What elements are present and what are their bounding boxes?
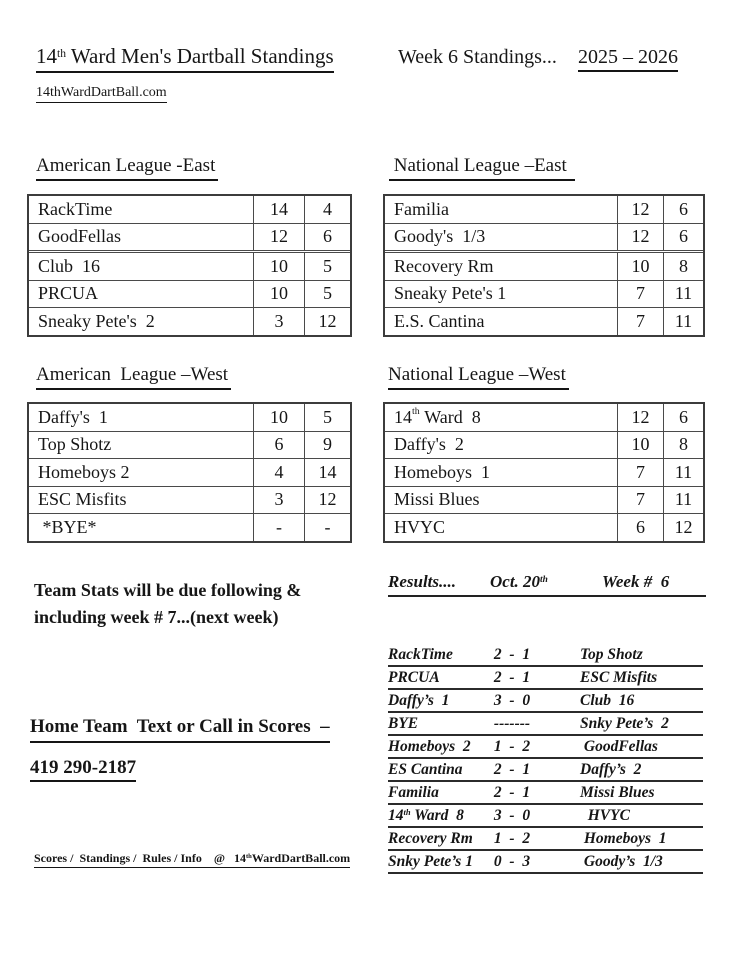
footer-links-label: Scores / Standings / Rules / Info <box>34 851 202 865</box>
home-team: Daffy’s 1 <box>388 692 450 709</box>
losses-cell: 8 <box>679 255 688 276</box>
table-row <box>29 196 350 224</box>
wins-cell: - <box>254 514 305 541</box>
losses-cell: 6 <box>679 198 688 219</box>
losses-cell: 14 <box>318 461 337 482</box>
home-team: PRCUA <box>388 669 440 686</box>
team-cell: HVYC <box>385 514 618 541</box>
losses-cell: 11 <box>674 489 693 510</box>
score: 2 - 1 <box>493 784 531 801</box>
result-row <box>388 805 703 828</box>
team-cell: Top Shotz <box>29 432 254 459</box>
losses-cell: 5 <box>323 255 332 276</box>
score: ------- <box>493 715 531 732</box>
score: 3 - 0 <box>493 692 531 709</box>
table-row <box>29 308 350 335</box>
wins-cell: 4 <box>254 459 305 486</box>
team-superscript: th <box>412 406 420 418</box>
table-row <box>29 253 350 281</box>
team-cell: Goody's 1/3 <box>385 224 618 251</box>
losses-cell: 11 <box>674 461 693 482</box>
table-row <box>385 281 703 309</box>
wins-cell: 7 <box>618 281 664 308</box>
wins-cell: 7 <box>618 308 664 335</box>
home-team: RackTime <box>388 646 453 663</box>
table-row <box>29 459 350 487</box>
away-team: Top Shotz <box>580 646 643 663</box>
footer-website: 14thWardDartBall.com <box>233 851 351 865</box>
home-team: Recovery Rm <box>388 830 473 847</box>
result-row <box>388 851 703 874</box>
season-label: 2025 – 2026 <box>578 46 678 72</box>
away-team: Snky Pete’s 2 <box>580 715 669 732</box>
result-row <box>388 644 703 667</box>
table-row <box>385 487 703 515</box>
home-team: Familia <box>388 784 439 801</box>
losses-cell: 8 <box>679 434 688 455</box>
score: 0 - 3 <box>493 853 531 870</box>
week-label: Week 6 Standings... <box>398 46 557 68</box>
wins-cell: 3 <box>254 487 305 514</box>
wins-cell: 7 <box>618 487 664 514</box>
team-cell: Sneaky Pete's 1 <box>385 281 618 308</box>
date-superscript: th <box>540 574 548 585</box>
league-heading-nl-west: National League –West <box>388 364 569 390</box>
wins-cell: 10 <box>618 253 664 280</box>
page-title: 14th Ward Men's Dartball Standings <box>36 44 334 73</box>
losses-cell: 12 <box>674 516 693 537</box>
phone-number: 419 290-2187 <box>30 757 136 782</box>
score: 2 - 1 <box>493 646 531 663</box>
team-stats-line2: including week # 7...(next week) <box>34 607 279 627</box>
home-team-call-note: Home Team Text or Call in Scores – <box>30 716 330 743</box>
team-cell: RackTime <box>29 196 254 223</box>
footer-superscript: th <box>245 853 252 861</box>
score: 3 - 0 <box>493 807 531 824</box>
losses-cell: 11 <box>674 283 693 304</box>
result-row <box>388 759 703 782</box>
standings-table-nl-west <box>383 402 705 543</box>
losses-cell: 6 <box>323 226 332 247</box>
standings-table-al-east <box>27 194 352 337</box>
team-cell: Homeboys 2 <box>29 459 254 486</box>
table-row <box>29 514 350 541</box>
footer-at-symbol: @ <box>201 851 234 865</box>
team-stats-line1: Team Stats will be due following & <box>34 580 302 600</box>
team-cell: Daffy's 1 <box>29 404 254 431</box>
losses-cell: 4 <box>323 198 332 219</box>
team-cell: Sneaky Pete's 2 <box>29 308 254 335</box>
team-superscript: th <box>403 807 411 818</box>
away-team: Goody’s 1/3 <box>580 853 663 870</box>
table-row <box>385 308 703 335</box>
wins-cell: 12 <box>618 224 664 251</box>
losses-cell: 11 <box>674 310 693 331</box>
table-row <box>29 224 350 254</box>
wins-cell: 12 <box>254 224 305 251</box>
results-label: Results.... <box>388 572 457 591</box>
standings-table-al-west <box>27 402 352 543</box>
result-row <box>388 782 703 805</box>
home-team: BYE <box>388 715 419 732</box>
team-cell: *BYE* <box>29 514 254 541</box>
losses-cell: 5 <box>323 283 332 304</box>
table-row <box>385 404 703 432</box>
title-superscript: th <box>57 47 66 60</box>
team-cell: Recovery Rm <box>385 253 618 280</box>
home-team: 14th Ward 8 <box>388 807 464 824</box>
wins-cell: 12 <box>618 196 664 223</box>
team-stats-note <box>34 577 301 631</box>
team-cell: E.S. Cantina <box>385 308 618 335</box>
score: 2 - 1 <box>493 761 531 778</box>
table-row <box>29 487 350 515</box>
away-team: GoodFellas <box>580 738 658 755</box>
table-row <box>29 404 350 432</box>
away-team: Club 16 <box>580 692 635 709</box>
away-team: Daffy’s 2 <box>580 761 642 778</box>
result-row <box>388 667 703 690</box>
table-row <box>385 459 703 487</box>
team-cell: Club 16 <box>29 253 254 280</box>
league-heading-nl-east: National League –East <box>389 155 575 181</box>
footer-line <box>34 851 350 868</box>
team-cell: Familia <box>385 196 618 223</box>
table-row <box>385 196 703 224</box>
wins-cell: 10 <box>254 281 305 308</box>
results-week: Week # 6 <box>602 572 670 591</box>
home-team: Snky Pete’s 1 <box>388 853 473 870</box>
team-cell: PRCUA <box>29 281 254 308</box>
standings-table-nl-east <box>383 194 705 337</box>
table-row <box>385 432 703 460</box>
team-cell: Missi Blues <box>385 487 618 514</box>
score: 2 - 1 <box>493 669 531 686</box>
team-cell: Daffy's 2 <box>385 432 618 459</box>
wins-cell: 14 <box>254 196 305 223</box>
wins-cell: 7 <box>618 459 664 486</box>
away-team: Homeboys 1 <box>580 830 667 847</box>
losses-cell: 12 <box>318 310 337 331</box>
results-list <box>388 644 703 874</box>
result-row <box>388 690 703 713</box>
team-cell: GoodFellas <box>29 224 254 251</box>
wins-cell: 6 <box>618 514 664 541</box>
table-row <box>385 514 703 541</box>
team-cell: ESC Misfits <box>29 487 254 514</box>
wins-cell: 12 <box>618 404 664 431</box>
score: 1 - 2 <box>493 830 531 847</box>
result-row <box>388 736 703 759</box>
table-row <box>29 281 350 309</box>
score: 1 - 2 <box>493 738 531 755</box>
wins-cell: 3 <box>254 308 305 335</box>
away-team: ESC Misfits <box>580 669 658 686</box>
team-cell: Homeboys 1 <box>385 459 618 486</box>
losses-cell: 6 <box>679 226 688 247</box>
away-team: HVYC <box>580 807 630 824</box>
result-row <box>388 828 703 851</box>
table-row <box>385 253 703 281</box>
table-row <box>29 432 350 460</box>
losses-cell: - <box>324 516 331 537</box>
results-heading <box>388 572 706 597</box>
website-link: 14thWardDartBall.com <box>36 85 167 103</box>
result-row <box>388 713 703 736</box>
wins-cell: 10 <box>618 432 664 459</box>
team-cell: 14 $^{th}$ Ward 8 <box>385 404 618 431</box>
wins-cell: 10 <box>254 253 305 280</box>
results-date: Oct. 20th <box>490 572 548 591</box>
home-team: ES Cantina <box>388 761 463 778</box>
losses-cell: 12 <box>318 489 337 510</box>
losses-cell: 6 <box>679 406 688 427</box>
losses-cell: 9 <box>323 434 332 455</box>
home-team: Homeboys 2 <box>388 738 471 755</box>
away-team: Missi Blues <box>580 784 655 801</box>
wins-cell: 6 <box>254 432 305 459</box>
losses-cell: 5 <box>323 406 332 427</box>
league-heading-al-west: American League –West <box>36 364 231 390</box>
table-row <box>385 224 703 254</box>
wins-cell: 10 <box>254 404 305 431</box>
league-heading-al-east: American League -East <box>36 155 218 181</box>
